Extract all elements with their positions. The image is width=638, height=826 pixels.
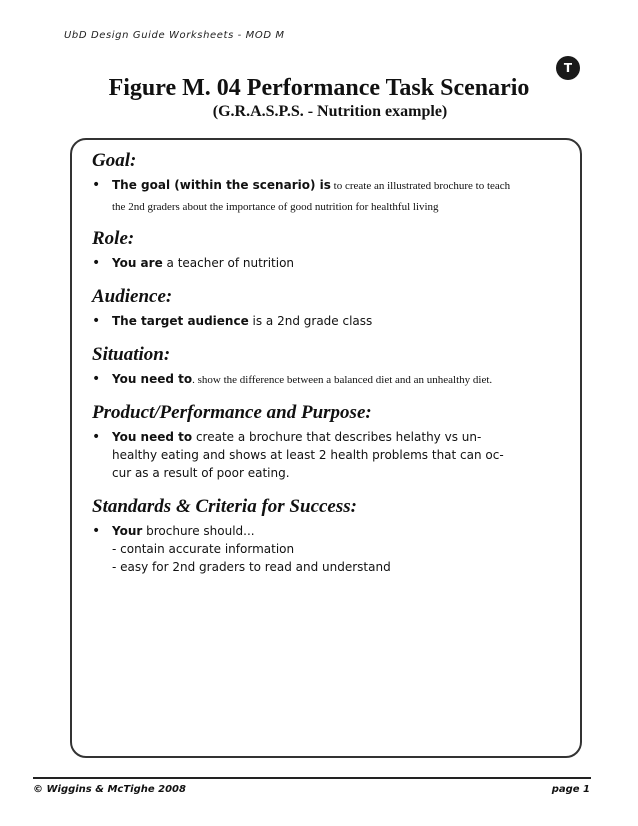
role-lead: You are [112, 256, 163, 270]
running-header: UbD Design Guide Worksheets - MOD M [64, 30, 285, 41]
standards-heading: Standards & Criteria for Success: [92, 496, 357, 517]
role-heading: Role: [92, 228, 135, 249]
footer-divider [33, 777, 591, 779]
page-number: page 1 [551, 784, 590, 795]
page-title [0, 75, 638, 102]
role-text: a teacher of nutrition [162, 256, 295, 270]
audience-heading: Audience: [92, 286, 173, 307]
product-text-3: cur as a result of poor eating. [112, 466, 290, 480]
standards-lead: Your [112, 524, 143, 538]
goal-text-1: to create an illustrated brochure to teach [330, 180, 511, 192]
section-role [92, 228, 562, 272]
goal-bullet [92, 176, 562, 216]
page-subtitle: (G.R.A.S.P.S. - Nutrition example) [212, 103, 448, 120]
situation-text: . show the difference between a balanced diet and an unhealthy diet. [192, 374, 493, 386]
audience-lead: The target audience [112, 314, 249, 328]
section-situation [92, 344, 562, 389]
audience-bullet [92, 312, 562, 330]
product-heading: Product/Performance and Purpose: [92, 402, 372, 423]
product-text-2: healthy eating and shows at least 2 health problems that can oc- [112, 448, 504, 462]
figure-number: Figure M. 04 [108, 75, 241, 101]
role-bullet [92, 254, 562, 272]
figure-title: Performance Task Scenario [246, 75, 530, 101]
product-lead: You need to [112, 430, 193, 444]
criteria-item-2: - easy for 2nd graders to read and understand [112, 560, 391, 574]
audience-text: is a 2nd grade class [248, 314, 373, 328]
situation-bullet [92, 370, 562, 389]
criteria-item-1: - contain accurate information [112, 542, 295, 556]
section-standards [92, 496, 562, 576]
situation-heading: Situation: [92, 344, 171, 365]
teacher-badge: T [556, 56, 580, 80]
product-text-1: create a brochure that describes helathy vs un- [192, 430, 482, 444]
standards-text: brochure should... [142, 524, 255, 538]
copyright-notice: © Wiggins & McTighe 2008 [33, 784, 186, 795]
section-goal [92, 150, 562, 216]
situation-lead: You need to [112, 372, 193, 386]
standards-bullet [92, 522, 562, 540]
section-product [92, 402, 562, 482]
goal-lead: The goal (within the scenario) is [112, 178, 331, 192]
goal-text-2: the 2nd graders about the importance of good nutrition for healthful living [112, 201, 439, 213]
product-bullet [92, 428, 562, 482]
goal-heading: Goal: [92, 150, 137, 171]
section-audience [92, 286, 562, 330]
